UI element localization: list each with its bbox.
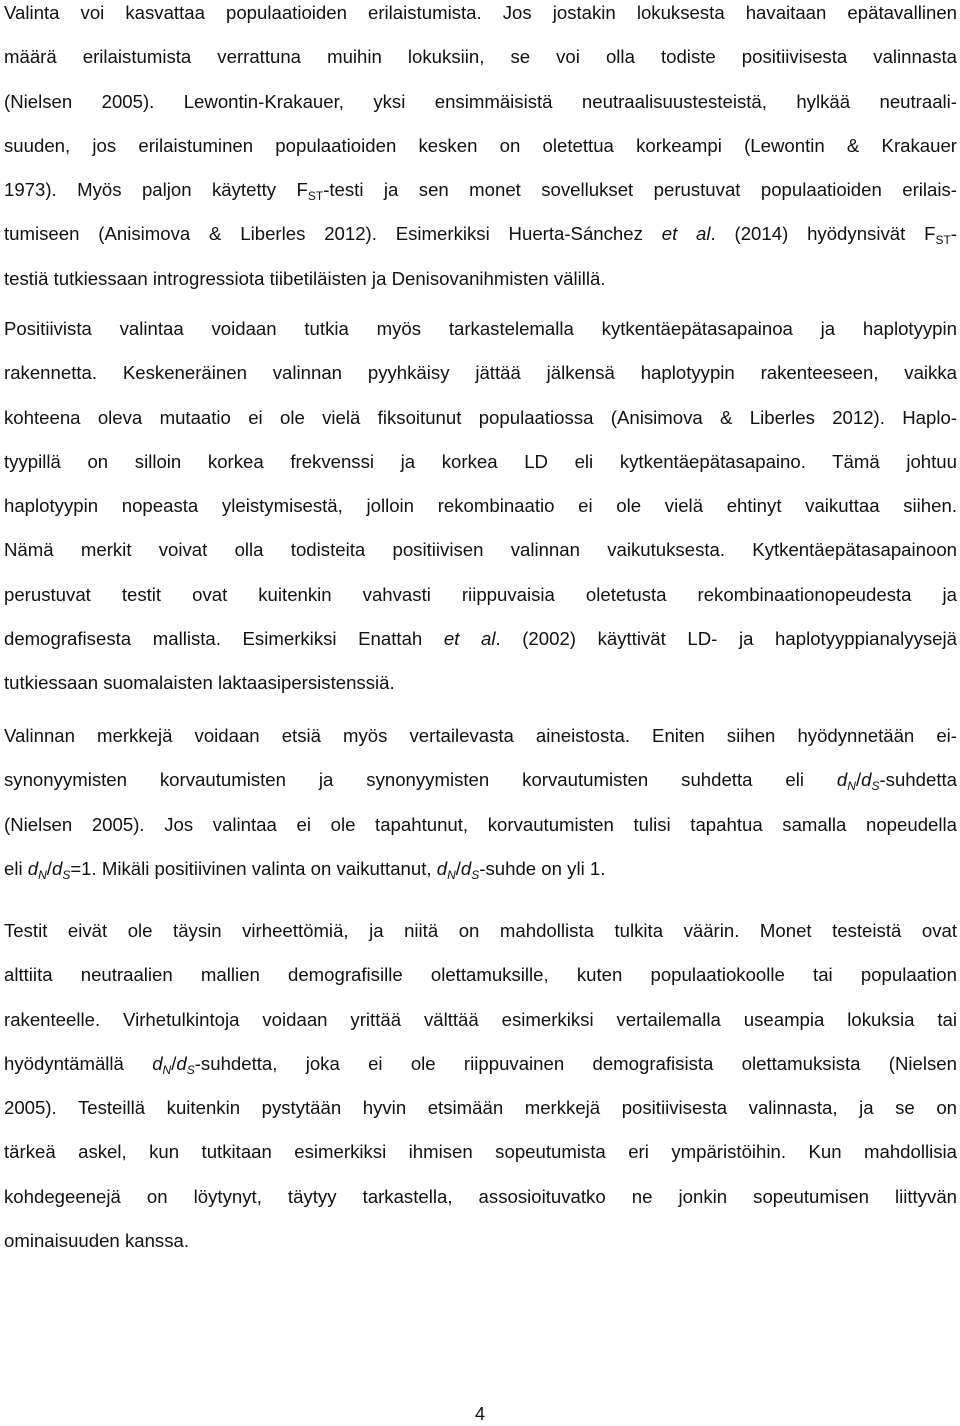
text-line — [4, 537, 957, 581]
text-line — [4, 177, 957, 221]
text-run: kohdegeenejä on löytynyt, täytyy tarkastella, assosioituvatko ne jonkin sopeutumisen liittyvän — [4, 1185, 957, 1207]
text-line — [4, 582, 957, 626]
text-line — [4, 1095, 957, 1139]
text-run: alttiita neutraalien mallien demografisille olettamuksille, kuten populaatiokoolle tai populaation — [4, 964, 957, 986]
italic-text: et al — [661, 223, 711, 245]
text-line — [4, 626, 957, 670]
text-run: testiä tutkiessaan introgressiota tiibetiläisten ja Denisovanihmisten välillä. — [4, 267, 606, 289]
subscript-text: S — [62, 867, 71, 882]
text-run: kohteena oleva mutaatio ei ole vielä fiksoitunut populaatiossa (Anisimova & Liberles 2012). Haplo- — [4, 406, 957, 428]
italic-text: d — [861, 769, 872, 791]
subscript-text: S — [186, 1062, 195, 1077]
text-line — [4, 1051, 957, 1095]
text-line — [4, 918, 957, 962]
italic-text: d — [176, 1052, 187, 1074]
italic-text: d — [51, 857, 63, 879]
subscript-text: N — [162, 1062, 172, 1077]
text-line — [4, 360, 957, 404]
text-run: -suhde on yli 1. — [479, 857, 606, 879]
page-number: 4 — [474, 1404, 485, 1424]
text-run: tärkeä askel, kun tutkitaan esimerkiksi ihmisen sopeutumista eri ympäristöihin. Kun mahdollisia — [4, 1141, 957, 1163]
text-line — [4, 44, 957, 88]
text-line — [4, 133, 957, 177]
text-run: demografisesta mallista. Esimerkiksi Enattah — [4, 628, 444, 650]
subscript-text: ST — [307, 189, 324, 204]
text-run: 1973). Myös paljon käytetty F — [4, 179, 308, 201]
text-run: / — [455, 857, 461, 879]
subscript-text: S — [871, 779, 880, 794]
text-line — [4, 1184, 957, 1228]
text-line — [4, 405, 957, 449]
text-run: hyödyntämällä — [4, 1052, 153, 1074]
text-line — [4, 1228, 957, 1272]
text-run: Valinnan merkkejä voidaan etsiä myös vertailevasta aineistosta. Eniten siihen hyödynnetään ei- — [4, 725, 957, 746]
subscript-text: N — [847, 779, 856, 794]
italic-text: et al — [443, 628, 496, 650]
text-line — [4, 670, 957, 714]
text-run: . (2002) käyttivät LD- ja haplotyyppianalyysejä — [495, 628, 957, 650]
text-run: -testi ja sen monet sovellukset perustuvat populaatioiden erilais- — [323, 179, 957, 201]
paragraph-4 — [4, 918, 957, 1272]
subscript-text: ST — [935, 233, 951, 248]
italic-text: d — [836, 769, 848, 791]
text-run: (Nielsen 2005). Lewontin-Krakauer, yksi ensimmäisistä neutraalisuustesteistä, hylkää neutraali- — [4, 90, 957, 112]
paragraph-3 — [4, 723, 957, 900]
text-run: suuden, jos erilaistuminen populaatioiden kesken on oletettua korkeampi (Lewontin & Krakauer — [4, 134, 957, 156]
text-line — [4, 723, 957, 767]
text-run: Testit eivät ole täysin virheettömiä, ja niitä on mahdollista tulkita väärin. Monet testeistä ovat — [4, 920, 957, 941]
paragraph-2 — [4, 316, 957, 715]
text-run: . (2014) hyödynsivät F — [710, 223, 936, 245]
text-line — [4, 1007, 957, 1051]
text-line — [4, 316, 957, 360]
text-run: eli — [4, 857, 28, 879]
text-run: Valinta voi kasvattaa populaatioiden erilaistumista. Jos jostakin lokuksesta havaitaan epätavallinen — [4, 2, 957, 23]
text-line — [4, 812, 957, 856]
text-run: / — [46, 857, 52, 879]
text-run: =1. Mikäli positiivinen valinta on vaikuttanut, — [70, 857, 437, 879]
text-line — [4, 449, 957, 493]
text-run: Positiivista valintaa voidaan tutkia myös tarkastelemalla kytkentäepätasapainoa ja haplotyypin — [4, 318, 957, 339]
text-run: 2005). Testeillä kuitenkin pystytään hyvin etsimään merkkejä positiivisesta valinnasta, ja se on — [4, 1097, 957, 1119]
text-line — [4, 266, 957, 310]
text-line — [4, 962, 957, 1006]
text-run: rakennetta. Keskeneräinen valinnan pyyhkäisy jättää jälkensä haplotyypin rakenteeseen, vaikka — [4, 362, 957, 384]
text-run: tumiseen (Anisimova & Liberles 2012). Esimerkiksi Huerta-Sánchez — [4, 223, 662, 245]
paragraph-1 — [4, 0, 957, 310]
text-run: tyypillä on silloin korkea frekvenssi ja korkea LD eli kytkentäepätasapaino. Tämä johtuu — [4, 450, 957, 472]
text-line — [4, 221, 957, 265]
text-run: Nämä merkit voivat olla todisteita positiivisen valinnan vaikutuksesta. Kytkentäepätasapainoon — [4, 539, 957, 561]
italic-text: d — [460, 857, 472, 879]
text-line — [4, 856, 957, 900]
subscript-text: S — [471, 867, 480, 882]
subscript-text: N — [447, 867, 456, 882]
text-run: (Nielsen 2005). Jos valintaa ei ole tapahtunut, korvautumisten tulisi tapahtua samalla nopeudella — [4, 813, 957, 835]
text-run: / — [171, 1052, 177, 1074]
text-run: -suhdetta, joka ei ole riippuvainen demografisista olettamuksista (Nielsen — [194, 1052, 957, 1074]
text-run: -suhdetta — [879, 769, 957, 791]
text-run: / — [855, 769, 862, 791]
text-run: ominaisuuden kanssa. — [4, 1230, 190, 1252]
text-run: haplotyypin nopeasta yleistymisestä, jolloin rekombinaatio ei ole vielä ehtinyt vaikuttaa siihen. — [4, 495, 957, 517]
text-run: - — [950, 223, 957, 245]
subscript-text: N — [38, 867, 47, 882]
text-line — [4, 493, 957, 537]
text-line — [4, 0, 957, 44]
text-run: määrä erilaistumista verrattuna muihin lokuksiin, se voi olla todiste positiivisesta valinnasta — [4, 46, 957, 68]
italic-text: d — [152, 1052, 163, 1074]
text-run: perustuvat testit ovat kuitenkin vahvasti riippuvaisia oletetusta rekombinaationopeudesta ja — [4, 583, 957, 605]
text-line — [4, 89, 957, 133]
text-line — [4, 1139, 957, 1183]
italic-text: d — [27, 857, 39, 879]
italic-text: d — [436, 857, 448, 879]
text-run: tutkiessaan suomalaisten laktaasipersistenssiä. — [4, 672, 395, 694]
text-run: rakenteelle. Virhetulkintoja voidaan yrittää välttää esimerkiksi vertailemalla useampia lokuksia tai — [4, 1008, 957, 1030]
text-run: synonyymisten korvautumisten ja synonyymisten korvautumisten suhdetta eli — [4, 769, 837, 791]
text-line — [4, 767, 957, 811]
